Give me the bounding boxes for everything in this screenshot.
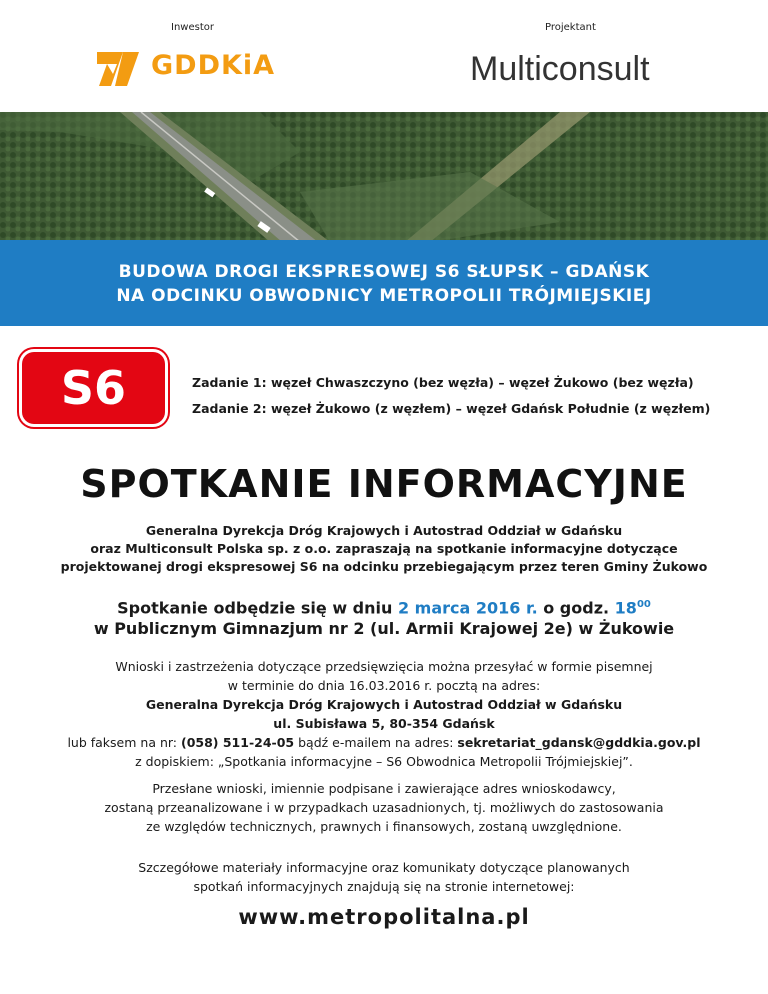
meeting-prefix: Spotkanie odbędzie się w dniu: [117, 598, 398, 618]
details-line: spotkań informacyjnych znajdują się na stronie internetowej:: [193, 879, 575, 894]
aerial-photo: [0, 112, 768, 242]
intro-line: Generalna Dyrekcja Dróg Krajowych i Autostrad Oddział w Gdańsku: [145, 523, 623, 538]
gddkia-logo-text: GDDKiA: [151, 50, 276, 81]
meeting-info: [0, 594, 768, 639]
intro-text: [0, 522, 768, 576]
meeting-hour: 18: [614, 598, 637, 618]
submissions-note: z dopiskiem: „Spotkania informacyjne – S6 Obwodnica Metropolii Trójmiejskiej”.: [135, 754, 633, 769]
review-line: zostaną przeanalizowane i w przypadkach uzasadnionych, tj. możliwych do zastosowania: [104, 800, 664, 815]
address-line-2: ul. Subisława 5, 80-354 Gdańsk: [273, 716, 495, 731]
submissions-line-1: Wnioski i zastrzeżenia dotyczące przedsięwzięcia można przesyłać w formie pisemnej: [115, 659, 653, 674]
email-address[interactable]: sekretariat_gdansk@gddkia.gov.pl: [457, 735, 701, 750]
submissions-line-2: w terminie do dnia 16.03.2016 r. pocztą na adres:: [227, 678, 541, 693]
meeting-date: 2 marca 2016 r.: [397, 598, 538, 618]
review-line: Przesłane wnioski, imiennie podpisane i zawierające adres wnioskodawcy,: [152, 781, 616, 796]
review-info: [0, 779, 768, 836]
designer-label: Projektant: [545, 22, 596, 33]
multiconsult-logo: Multiconsult: [470, 50, 650, 88]
meeting-minutes: 00: [636, 599, 651, 610]
details-line: Szczegółowe materiały informacyjne oraz komunikaty dotyczące planowanych: [138, 860, 630, 875]
intro-line: oraz Multiconsult Polska sp. z o.o. zapraszają na spotkanie informacyjne dotyczące: [90, 541, 678, 556]
website-link[interactable]: www.metropolitalna.pl: [238, 905, 530, 929]
main-heading: SPOTKANIE INFORMACYJNE: [80, 462, 688, 506]
submissions-info: [0, 657, 768, 771]
address-line-1: Generalna Dyrekcja Dróg Krajowych i Autostrad Oddział w Gdańsku: [145, 697, 623, 712]
s6-road-sign: S6: [22, 352, 165, 424]
meeting-time-prefix: o godz.: [537, 598, 615, 618]
meeting-location: w Publicznym Gimnazjum nr 2 (ul. Armii Krajowej 2e) w Żukowie: [93, 619, 675, 639]
banner-title-line-1: BUDOWA DROGI EKSPRESOWEJ S6 SŁUPSK – GDAŃSK: [118, 262, 650, 282]
fax-number: (058) 511-24-05: [180, 735, 295, 750]
banner-title-line-2: NA ODCINKU OBWODNICY METROPOLII TRÓJMIEJSKIEJ: [116, 286, 652, 306]
task-2: Zadanie 2: węzeł Żukowo (z węzłem) – węzeł Gdańsk Południe (z węzłem): [192, 401, 711, 416]
investor-label: Inwestor: [171, 22, 214, 33]
details-info: [0, 858, 768, 896]
gddkia-logo: [93, 48, 303, 88]
fax-email-line: lub faksem na nr: (058) 511-24-05 bądź e-mailem na adres: sekretariat_gdansk@gddkia.gov.pl: [67, 735, 701, 750]
gddkia-emblem-icon: [93, 48, 143, 88]
task-1: Zadanie 1: węzeł Chwaszczyno (bez węzła) – węzeł Żukowo (bez węzła): [192, 375, 694, 390]
meeting-date-line: [0, 594, 768, 618]
intro-line: projektowanej drogi ekspresowej S6 na odcinku przebiegającym przez teren Gminy Żukowo: [60, 559, 708, 574]
title-banner: [0, 240, 768, 326]
review-line: ze względów technicznych, prawnych i finansowych, zostaną uwzględnione.: [146, 819, 622, 834]
